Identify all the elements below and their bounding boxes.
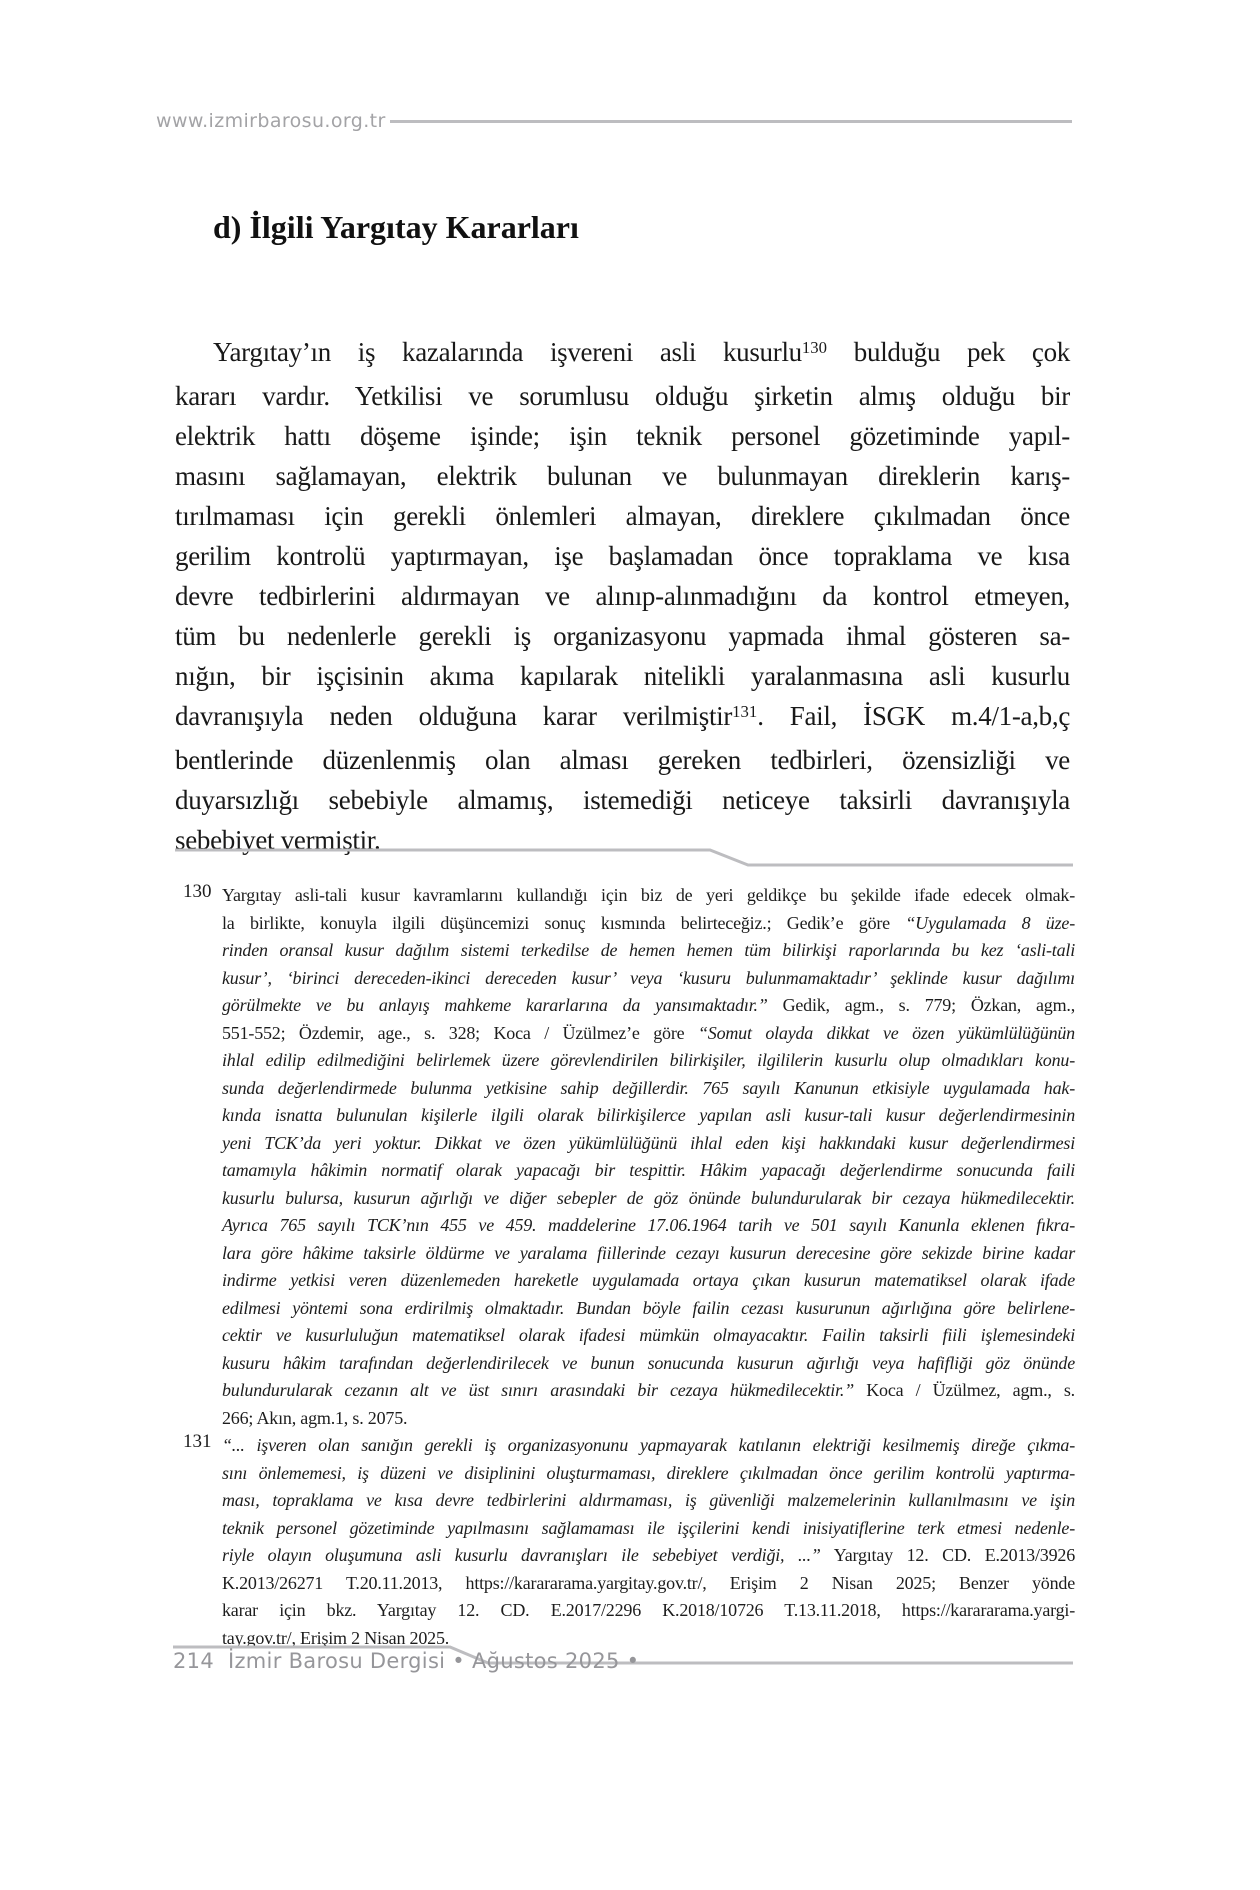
text-line: sunda değerlendirmede bulunma yetkisine sahip değillerdir. 765 sayılı Kanunun etkisiyle uygulamada hak- [222,1077,1075,1098]
text-line: nığın, bir işçisinin akıma kapılarak nitelikli yaralanmasına asli kusurlu [175,661,1070,691]
section-heading: d) İlgili Yargıtay Kararları [213,209,579,245]
text-line: duyarsızlığı sebebiyle almamış, istemediği neticeye taksirli davranışıyla [175,785,1070,815]
footnote-text [222,1432,1075,1652]
text-line: sebebiyet vermiştir. [175,825,381,855]
text-line: sını önlememesi, iş düzeni ve disiplinini oluşturmaması, direklere çıkılmadan önce gerilim kontrolü yaptırma- [222,1462,1075,1483]
text-line: elektrik hattı döşeme işinde; işin teknik personel gözetiminde yapıl- [175,421,1070,451]
text-line: indirme yetkisi veren düzenlemeden hareketle uygulamada ortaya çıkan kusurun matematiksel olarak ifade [222,1270,1075,1290]
footnote-number: 130 [183,881,212,902]
text-line: teknik personel gözetiminde yapılmasını sağlamaması ile işçilerini kendi inisiyatiflerine terk etmesi nedenle- [222,1517,1075,1538]
text-line: Ayrıca 765 sayılı TCK’nın 455 ve 459. maddelerine 17.06.1964 tarih ve 501 sayılı Kanunla eklenen fıkra- [222,1215,1075,1235]
text-line: gerilim kontrolü yaptırmayan, işe başlamadan önce topraklama ve kısa [175,541,1070,571]
text-line: rinden oransal kusur dağılım sistemi terkedilse de hemen hemen tüm bilirkişi raporlarında bu kez ‘asli-tali [222,940,1075,960]
text-line: bentlerinde düzenlenmiş olan alması gereken tedbirleri, özensizliği ve [175,745,1070,775]
page-header [156,110,1072,132]
text-line: la birlikte, konuyla ilgili düşüncemizi sonuç kısmında belirteceğiz.; Gedik’e göre “Uygulamada 8 üze- [222,912,1075,933]
text-line: devre tedbirlerini aldırmayan ve alınıp-alınmadığını da kontrol etmeyen, [175,581,1070,611]
text-line: “... işveren olan sanığın gerekli iş organizasyonunu yapmayarak katılanın elektriği kesilmemiş direğe çıkma- [222,1435,1075,1455]
text-line: davranışıyla neden olduğuna karar verilmiştir$^{131}$. Fail, İSGK m.4/1-a,b,ç [175,701,1070,731]
text-line: tırılmaması için gerekli önlemleri almayan, direklere çıkılmadan önce [175,501,1070,531]
footnote-separator-line [175,850,1073,865]
text-line: K.2013/26271 T.20.11.2013, https://karararama.yargitay.gov.tr/, Erişim 2 Nisan 2025; Benzer yönde [222,1572,1075,1593]
footnote-text [222,882,1075,1432]
text-line: Yargıtay asli-tali kusur kavramlarını kullandığı için biz de yeri geldikçe bu şekilde ifade edecek olmak- [222,885,1075,905]
text-line: lara göre hâkime taksirle öldürme ve yaralama fiillerinde cezayı kusurun derecesine göre sekizde birine kadar [222,1242,1075,1263]
text-line: kusuru hâkim tarafından değerlendirilecek ve bunun sonucunda kusurun ağırlığı veya hafifliği göz önünde [222,1352,1075,1373]
footer-page-number: 214 [173,1649,214,1673]
text-line: ması, topraklama ve kısa devre tedbirlerini aldırmaması, iş güvenliği malzemelerinin kullanılmasını ve işin [222,1490,1075,1510]
text-line: Yargıtay’ın iş kazalarında işvereni asli kusurlu$^{130}$ bulduğu pek çok [213,337,1071,367]
header-rule [390,120,1072,123]
text-line: kında isnatta bulunulan kişilerle ilgili olarak bilirkişilerce yapılan asli kusur-tali kusur değerlendirmesinin [222,1105,1075,1125]
text-line: tamamıyla hâkimin normatif olarak yapacağı bir tespittir. Hâkim yapacağı değerlendirme sonucunda faili [222,1160,1075,1180]
text-line: kusurlu bulursa, kusurun ağırlığı ve diğer sebepler de göz önünde bulundurularak bir cezaya hükmedilecektir. [222,1187,1075,1208]
footer-journal-title: İzmir Barosu Dergisi • Ağustos 2025 • [227,1649,640,1673]
text-line: tüm bu nedenlerle gerekli iş organizasyonu yapmada ihmal gösteren sa- [175,621,1070,651]
text-line: yeni TCK’da yeri yoktur. Dikkat ve özen yükümlülüğünü ihlal eden kişi hakkındaki kusur değerlendirmesi [222,1132,1075,1153]
text-line: riyle olayın oluşumuna asli kusurlu davranışları ile sebebiyet verdiği, ...” Yargıtay 12. CD. E.2013/3926 [222,1545,1075,1565]
text-line: karar için bkz. Yargıtay 12. CD. E.2017/2296 K.2018/10726 T.13.11.2018, https://karararama.yargi- [222,1600,1075,1620]
footnote-number: 131 [183,1431,212,1452]
footnote-131 [183,1432,1075,1652]
text-line: görülmekte ve bu anlayış mahkeme kararlarına da yansımaktadır.” Gedik, agm., s. 779; Özkan, agm., [222,995,1076,1015]
text-line: bulundurularak cezanın alt ve üst sınırı arasındaki bir cezaya hükmedilecektir.” Koca / Üzülmez, agm., s. [222,1380,1075,1400]
text-line: cektir ve kusurluluğun matematiksel olarak ifadesi mümkün olmayacaktır. Failin taksirli fiili işlemesindeki [222,1325,1075,1345]
text-line: ihlal edilip edilmediğini belirlemek üzere görevlendirilen bilirkişiler, ilgililerin kusurlu olup olmadıkları konu- [222,1050,1075,1070]
page-footer [173,1649,639,1673]
text-line: 551-552; Özdemir, age., s. 328; Koca / Üzülmez’e göre “Somut olayda dikkat ve özen yükümlülüğünün [222,1022,1075,1043]
footnote-reference: 130 [801,338,827,358]
text-line: edilmesi yöntemi sona erdirilmiş olmaktadır. Bundan böyle failin cezası kusurunun ağırlığına göre belirlene- [222,1297,1075,1318]
header-url: www.izmirbarosu.org.tr [156,110,386,132]
footnote-reference: 131 [732,702,758,722]
text-line: 266; Akın, agm.1, s. 2075. [222,1407,408,1428]
text-line: kararı vardır. Yetkilisi ve sorumlusu olduğu şirketin almış olduğu bir [175,381,1070,411]
footnote-separator [175,844,1075,872]
body-paragraph [175,332,1070,860]
footnote-130 [183,882,1075,1432]
text-line: masını sağlamayan, elektrik bulunan ve bulunmayan direklerin karış- [175,461,1070,491]
text-line: tay.gov.tr/, Erişim 2 Nisan 2025. [222,1627,450,1648]
text-line: kusur’, ‘birinci dereceden-ikinci dereceden kusur’ veya ‘kusuru bulunmamaktadır’ şeklinde kusur dağılımı [222,967,1075,988]
